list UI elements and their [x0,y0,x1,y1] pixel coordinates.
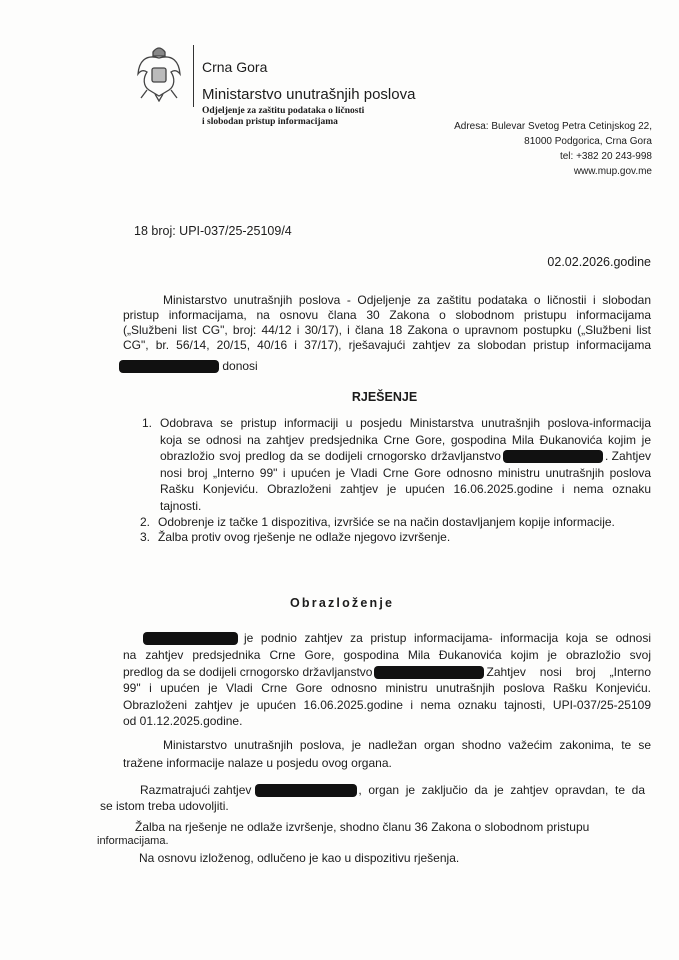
intro-text: donosi [222,359,258,373]
department-line-1: Odjeljenje za zaštitu podataka o ličnosti [202,106,365,116]
item-text: . Zahtjev [604,449,651,463]
reference-number: 18 broj: UPI-037/25-25109/4 [134,224,292,238]
reasoning-text: predlog da se dodijeli crnogorsko državljanstvo [123,665,373,679]
intro-line: („Službeni list CG", broj: 44/12 i 30/17), i člana 18 Zakona o upravnom postupku („Službeni list [123,323,651,337]
intro-line-last [119,359,258,373]
redaction [255,784,357,797]
reasoning-line: Obrazloženi zahtjev je upućen 16.06.2025.godine i nema oznaku tajnosti, UPI-037/25-25109 [123,698,651,712]
item-line: Žalba protiv ovog rješenje ne odlaže njegovo izvršenje. [158,530,451,544]
reasoning-line [123,665,651,679]
department-line-2: i slobodan pristup informacijama [202,117,338,127]
reasoning-line: informacijama. [97,835,169,847]
ministry-name: Ministarstvo unutrašnjih poslova [202,86,416,103]
item-line: nosi broj „Interno 99" i upućen je Vladi Crne Gore odnosno ministru unutrašnjih poslova [160,466,651,480]
reasoning-line [140,783,645,797]
reasoning-line: od 01.12.2025.godine. [123,714,243,728]
website: www.mup.gov.me [573,166,652,177]
intro-line: pristup informacijama, na osnovu člana 30 Zakona o slobodnom pristupu informacijama [123,308,651,322]
address-line-2: 81000 Podgorica, Crna Gora [524,136,652,147]
redaction [374,666,484,679]
phone: tel: +382 20 243-998 [559,151,652,162]
redaction [503,450,603,463]
item-number: 2. [140,515,151,529]
document-date: 02.02.2026.godine [547,255,651,269]
letterhead-divider [193,45,194,107]
item-line: koja se odnosi na zahtjev predsjednika Crne Gore, gospodina Mila Đukanovića kojim je [160,433,651,447]
redaction [143,632,238,645]
item-number: 1. [142,416,153,430]
intro-line: Ministarstvo unutrašnjih poslova - Odjeljenje za zaštitu podataka o ličnostii i slobodan [163,293,651,307]
address-block [454,119,652,179]
country-name: Crna Gora [202,59,268,75]
address-line-1: Adresa: Bulevar Svetog Petra Cetinjskog 22, [454,121,652,132]
reasoning-line [143,631,651,645]
item-line: Rašku Konjeviću. Obrazloženi zahtjev je upućen 16.06.2025.godine i nema oznaku [160,482,651,496]
reasoning-line: na zahtjev predsjednika Crne Gore, gospodina Mila Đukanovića kojim je obrazložio svoj [123,648,651,662]
item-number: 3. [140,530,151,544]
reasoning-line: Žalba na rješenje ne odlaže izvršenje, shodno članu 36 Zakona o slobodnom pristupu [135,820,590,834]
reasoning-text: je podnio zahtjev za pristup informacijama- informacija koja se odnosi [244,631,651,645]
reasoning-line: se istom treba udovoljiti. [100,799,229,813]
reasoning-line: Ministarstvo unutrašnjih poslova, je nadležan organ shodno važećim zakonima, te se [163,738,651,752]
reasoning-line: Na osnovu izloženog, odlučeno je kao u dispozitivu rješenja. [139,851,460,865]
item-line-redacted [160,449,651,463]
item-line: tajnosti. [160,499,202,513]
coat-of-arms-icon [135,44,183,102]
redaction [119,360,219,373]
reasoning-text: Razmatrajući zahtjev [140,783,252,797]
item-line: Odobrava se pristup informaciji u posjedu Ministarstva unutrašnjih poslova-informacija [160,416,651,430]
item-line: Odobrenje iz tačke 1 dispozitiva, izvršiće se na način dostavljanjem kopije informacije. [158,515,615,529]
reasoning-text: , organ je zaključio da je zahtjev opravdan, te da [358,783,645,797]
decision-title: RJEŠENJE [351,390,418,404]
reasoning-title: Obrazloženje [290,596,395,610]
reasoning-line: tražene informacije nalaze u posjedu ovog organa. [123,756,392,770]
reasoning-line: 99" i upućen je Vladi Crne Gore odnosno ministru unutrašnjih poslova Rašku Konjeviću. [123,681,651,695]
intro-line: CG", br. 56/14, 20/15, 40/16 i 37/17), rješavajući zahtjev za slobodan pristup informacijama [123,338,651,352]
item-text: obrazložio svoj predlog da se dodijeli crnogorsko državljanstvo [160,449,501,463]
reasoning-text: Zahtjev nosi broj „Interno [486,665,651,679]
